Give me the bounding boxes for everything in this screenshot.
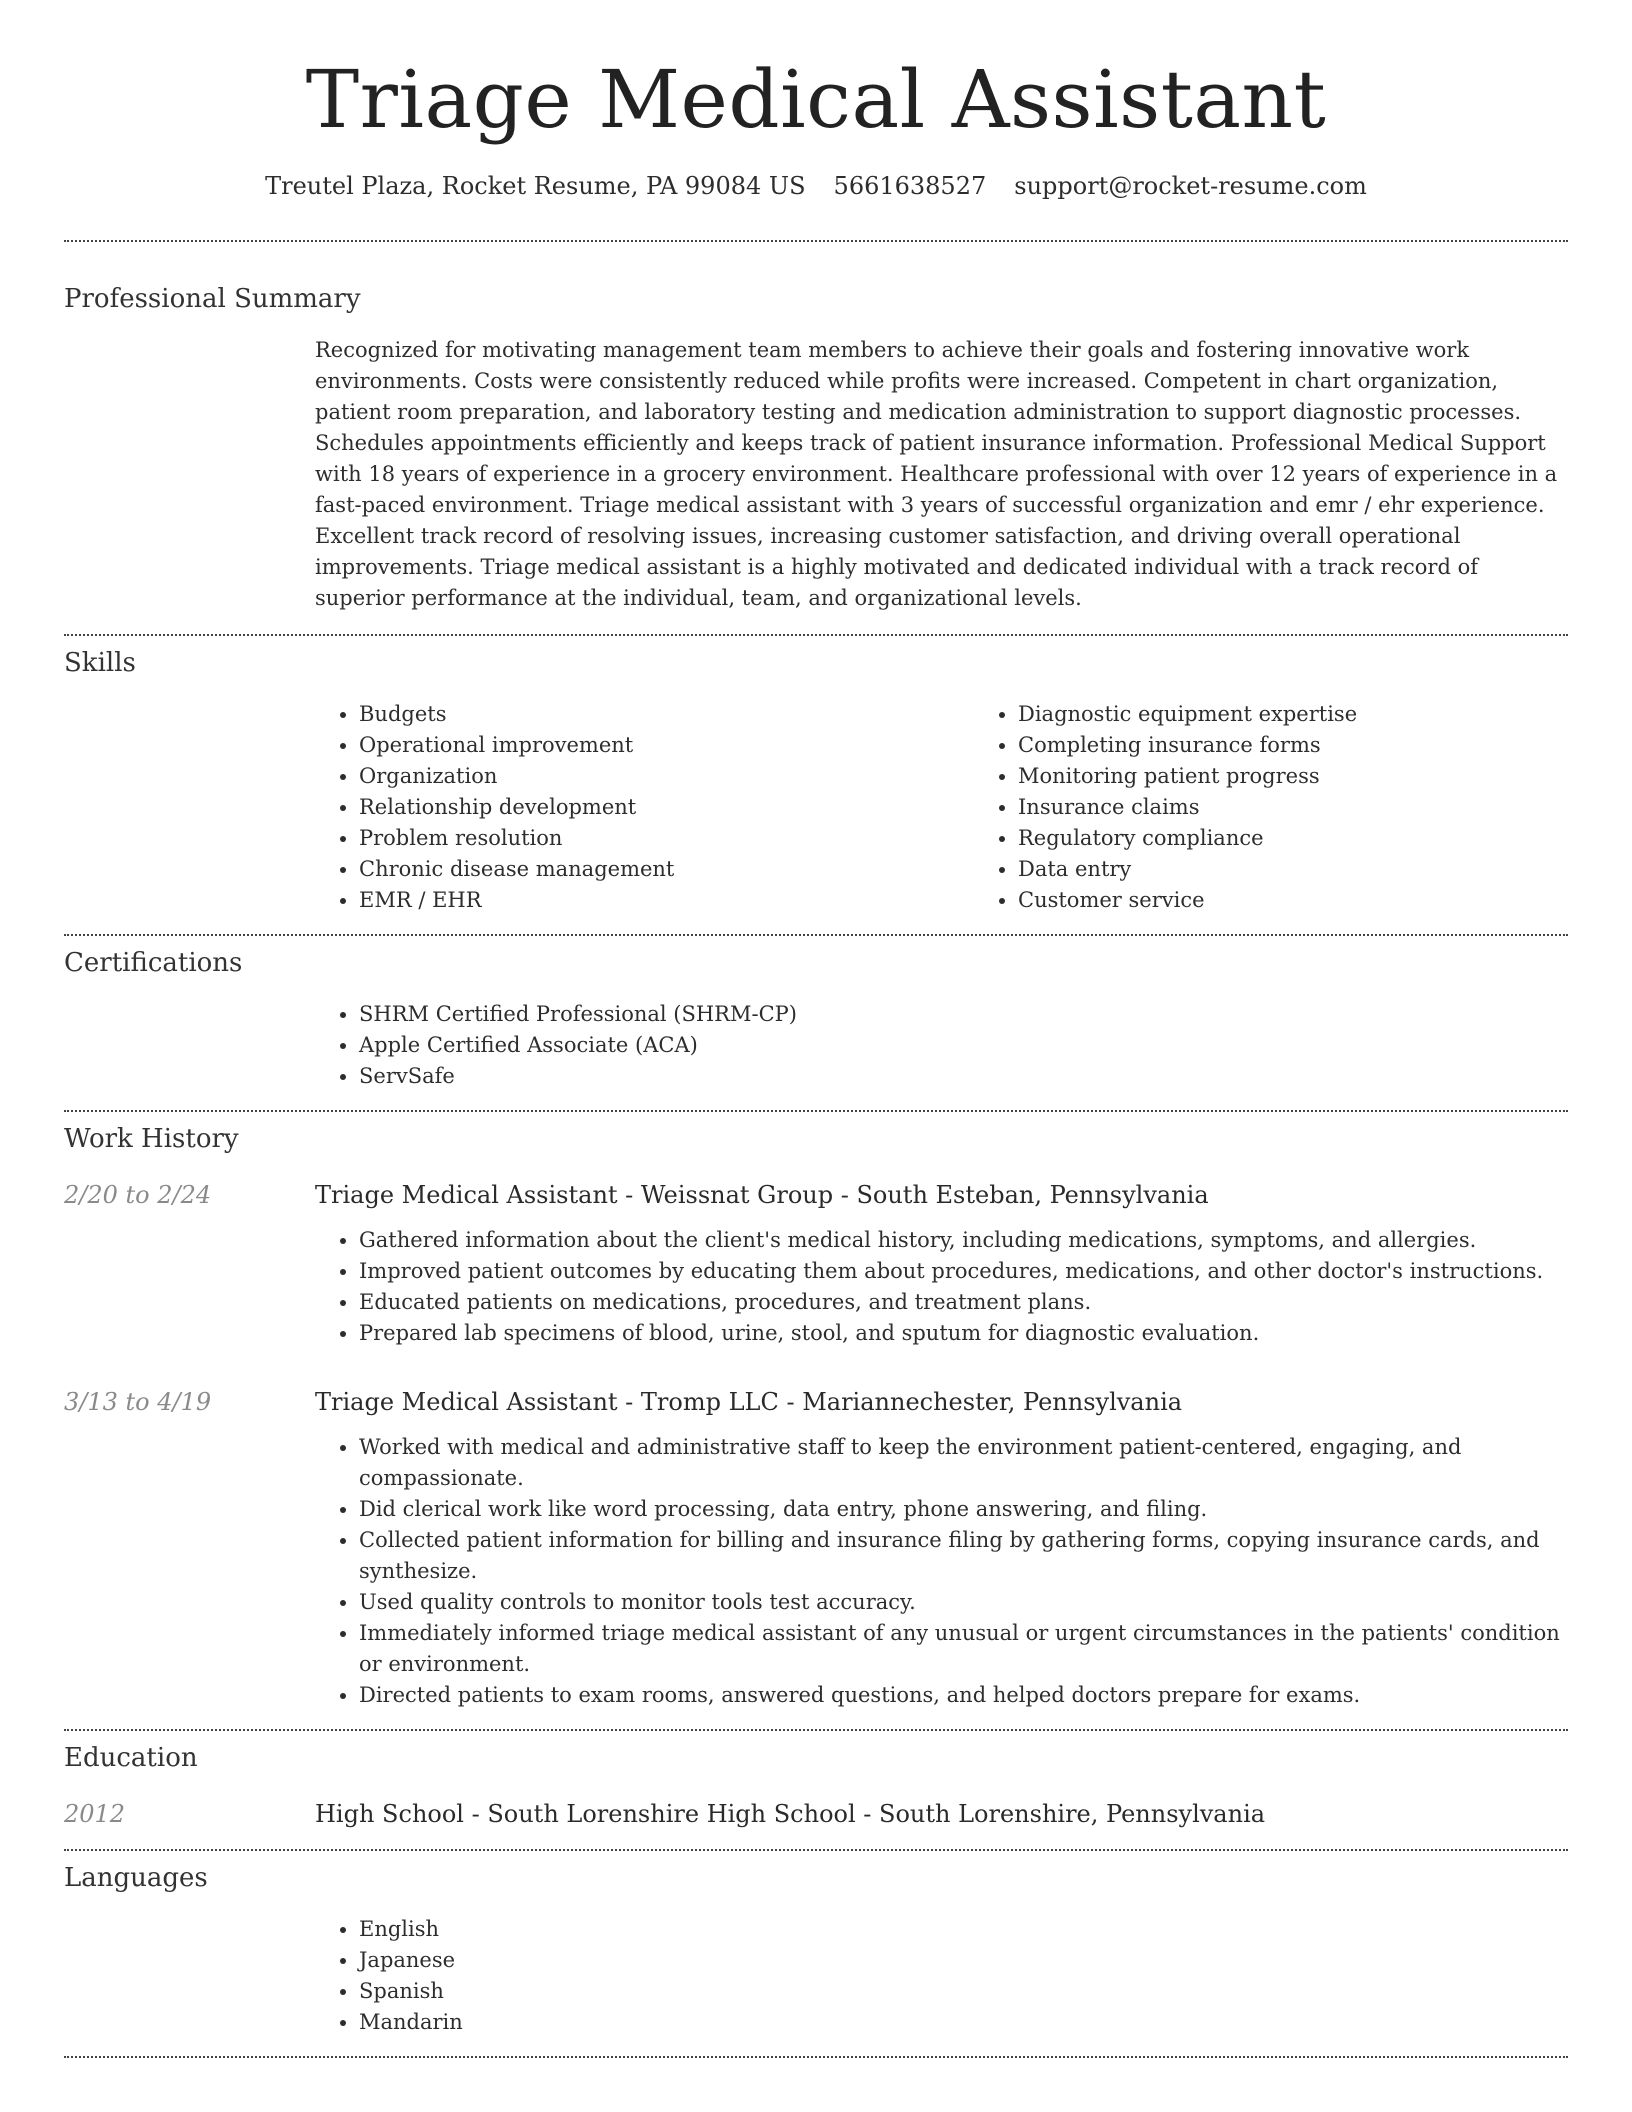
list-item: • Data entry <box>1018 854 1632 885</box>
skills-list-left <box>315 699 974 916</box>
job-entry <box>64 1178 1568 1212</box>
summary-heading: Professional Summary <box>64 284 361 314</box>
list-item: • Gathered information about the client's medical history, including medications, symptoms, and allergies. <box>359 1225 1568 1256</box>
skills-grid <box>315 699 1568 916</box>
languages-heading: Languages <box>64 1863 208 1893</box>
education-year: 2012 <box>64 1800 126 1828</box>
work-heading: Work History <box>64 1124 239 1154</box>
job-bullets <box>315 1432 1568 1711</box>
list-item: • Customer service <box>1018 885 1632 916</box>
contact-line <box>64 170 1568 202</box>
list-item: • Collected patient information for billing and insurance filing by gathering forms, copying insurance cards, and synthesize. <box>359 1525 1568 1587</box>
list-item: • Mandarin <box>359 2007 1568 2038</box>
list-item: • Immediately informed triage medical assistant of any unusual or urgent circumstances in the patients' condition or environment. <box>359 1618 1568 1680</box>
list-item: • Japanese <box>359 1945 1568 1976</box>
list-item: • Worked with medical and administrative staff to keep the environment patient-centered, engaging, and compassionate. <box>359 1432 1568 1494</box>
job-bullets <box>315 1225 1568 1349</box>
list-item: • SHRM Certified Professional (SHRM-CP) <box>359 999 1568 1030</box>
list-item: • Regulatory compliance <box>1018 823 1632 854</box>
list-item: • Insurance claims <box>1018 792 1632 823</box>
contact-email: support@rocket-resume.com <box>1014 172 1367 200</box>
job-title: Triage Medical Assistant - Weissnat Group - South Esteban, Pennsylvania <box>315 1181 1209 1209</box>
job-title: Triage Medical Assistant - Tromp LLC - Mariannechester, Pennsylvania <box>315 1388 1183 1416</box>
list-item: • Problem resolution <box>359 823 974 854</box>
list-item: • Organization <box>359 761 974 792</box>
job-dates: 2/20 to 2/24 <box>64 1181 212 1209</box>
education-entry <box>64 1797 1568 1831</box>
list-item: • Operational improvement <box>359 730 974 761</box>
list-item: • Completing insurance forms <box>1018 730 1632 761</box>
languages-list <box>315 1914 1568 2038</box>
list-item: • Diagnostic equipment expertise <box>1018 699 1632 730</box>
skills-list-right <box>974 699 1632 916</box>
certifications-heading: Certifications <box>64 948 243 978</box>
list-item: • Apple Certified Associate (ACA) <box>359 1030 1568 1061</box>
skills-heading: Skills <box>64 648 136 678</box>
list-item: • ServSafe <box>359 1061 1568 1092</box>
education-section <box>64 1731 1568 1831</box>
resume-page <box>64 0 1568 2058</box>
skills-section <box>64 636 1568 916</box>
job-entry <box>64 1385 1568 1419</box>
education-heading: Education <box>64 1743 198 1773</box>
list-item: • Spanish <box>359 1976 1568 2007</box>
education-title: High School - South Lorenshire High School - South Lorenshire, Pennsylvania <box>315 1800 1266 1828</box>
list-item: • Did clerical work like word processing, data entry, phone answering, and filing. <box>359 1494 1568 1525</box>
list-item: • EMR / EHR <box>359 885 974 916</box>
list-item: • Budgets <box>359 699 974 730</box>
list-item: • Educated patients on medications, procedures, and treatment plans. <box>359 1287 1568 1318</box>
languages-section <box>64 1851 1568 2038</box>
contact-address: Treutel Plaza, Rocket Resume, PA 99084 US <box>265 172 806 200</box>
resume-name: Triage Medical Assistant <box>305 53 1327 146</box>
job-dates: 3/13 to 4/19 <box>64 1388 212 1416</box>
list-item: • Improved patient outcomes by educating them about procedures, medications, and other doctor's instructions. <box>359 1256 1568 1287</box>
summary-text: Recognized for motivating management team members to achieve their goals and fostering innovative work environments. Costs were consistently reduced while profits were increased. Competent in chart organization, patient room preparation, and laboratory testing and medication administration to support diagnostic processes. Schedules appointments efficiently and keeps track of patient insurance information. Professional Medical Support with 18 years of experience in a grocery environment. Healthcare professional with over 12 years of experience in a fast-paced environment. Triage medical assistant with 3 years of successful organization and emr / ehr experience. Excellent track record of resolving issues, increasing customer satisfaction, and driving overall operational improvements. Triage medical assistant is a highly motivated and dedicated individual with a track record of superior performance at the individual, team, and organizational levels. <box>315 338 1558 610</box>
certifications-list <box>315 999 1568 1092</box>
list-item: • English <box>359 1914 1568 1945</box>
list-item: • Directed patients to exam rooms, answered questions, and helped doctors prepare for exams. <box>359 1680 1568 1711</box>
work-section <box>64 1112 1568 1711</box>
list-item: • Relationship development <box>359 792 974 823</box>
list-item: • Used quality controls to monitor tools test accuracy. <box>359 1587 1568 1618</box>
divider <box>64 2056 1568 2058</box>
contact-phone: 5661638527 <box>833 172 987 200</box>
summary-section <box>64 242 1568 614</box>
list-item: • Monitoring patient progress <box>1018 761 1632 792</box>
languages-body <box>315 1914 1568 2038</box>
certifications-section <box>64 936 1568 1092</box>
summary-body <box>315 335 1568 614</box>
certifications-body <box>315 999 1568 1092</box>
list-item: • Prepared lab specimens of blood, urine, stool, and sputum for diagnostic evaluation. <box>359 1318 1568 1349</box>
list-item: • Chronic disease management <box>359 854 974 885</box>
